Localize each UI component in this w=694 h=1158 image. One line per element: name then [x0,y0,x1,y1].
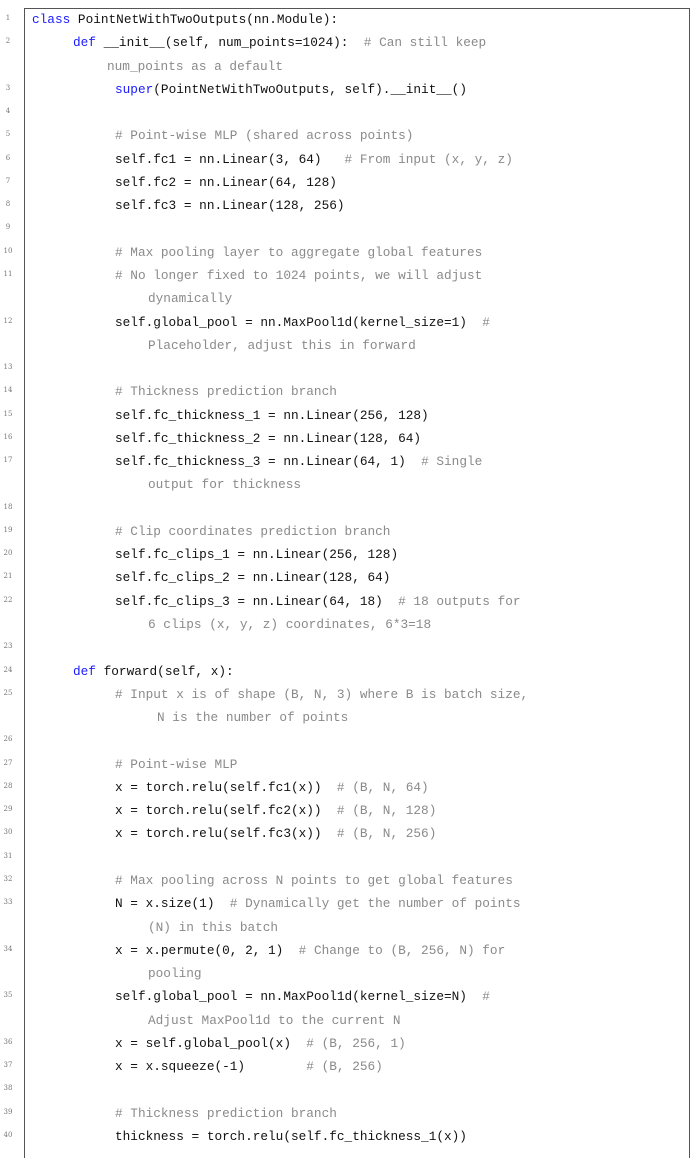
code-line [0,520,694,543]
line-number: 11 [3,269,13,278]
code-line-continuation [0,613,694,636]
code-segment: forward(self, x): [95,663,234,679]
code-text [115,241,482,264]
code-line [0,78,694,101]
code-segment: self.fc_thickness_1 = nn.Linear(256, 128) [115,407,429,423]
code-segment: self.fc_thickness_3 = nn.Linear(64, 1) [115,454,422,470]
code-line [0,101,694,124]
line-number: 40 [3,1130,13,1139]
code-text [115,78,467,101]
code-line-continuation [0,473,694,496]
code-line [0,1055,694,1078]
comment: # Point-wise MLP [115,756,238,772]
code-text [115,776,429,799]
code-text [115,566,390,589]
comment: # Clip coordinates prediction branch [115,523,391,539]
code-segment: self.fc3 = nn.Linear(128, 256) [115,198,345,214]
code-line [0,753,694,776]
line-number: 23 [3,642,13,651]
code-segment: x = torch.relu(self.fc1(x)) [115,779,337,795]
code-text [115,311,490,334]
code-line [0,939,694,962]
comment: # 18 outputs for [398,593,521,609]
comment: # [482,314,490,330]
comment-continuation: dynamically [148,291,233,307]
comment: # Can still keep [363,35,487,51]
code-line [0,148,694,171]
code-line [0,264,694,287]
comment-continuation: Placeholder, adjust this in forward [148,337,416,353]
line-number: 22 [3,595,13,604]
code-text [115,822,436,845]
code-line [0,1102,694,1125]
code-text [115,427,421,450]
line-number: 17 [3,456,13,465]
comment-continuation: output for thickness [148,477,302,493]
line-number: 25 [3,688,13,697]
line-number: 4 [5,107,11,116]
code-line [0,194,694,217]
comment-continuation: N is the number of points [157,710,349,726]
code-line [0,1125,694,1148]
code-segment: (PointNetWithTwoOutputs, self).__init__() [153,81,467,97]
code-text [115,799,436,822]
code-text [115,148,513,171]
line-number: 28 [3,781,13,790]
line-number: 7 [5,176,11,185]
code-text [115,1102,337,1125]
code-segment: N = x.size(1) [115,896,230,912]
code-line [0,380,694,403]
code-segment: x = self.global_pool(x) [115,1035,307,1051]
line-number: 29 [3,805,13,814]
code-text [115,939,505,962]
line-number: 12 [3,316,13,325]
code-segment: self.global_pool = nn.MaxPool1d(kernel_size=N) [115,989,483,1005]
line-number: 32 [3,874,13,883]
line-number: 8 [5,200,11,209]
code-segment: x = x.permute(0, 2, 1) [115,942,299,958]
code-segment: self.fc1 = nn.Linear(3, 64) [115,151,345,167]
code-line-continuation [0,706,694,729]
line-number: 20 [3,549,13,558]
code-text [115,683,528,706]
code-line [0,1032,694,1055]
comment-continuation: num_points as a default [107,58,283,74]
code-line [0,450,694,473]
line-number: 3 [5,83,11,92]
code-line [0,427,694,450]
code-text [115,194,345,217]
code-line-continuation [0,916,694,939]
line-number: 15 [3,409,13,418]
comment: # (B, N, 64) [336,779,429,795]
line-number: 33 [3,898,13,907]
code-line [0,683,694,706]
comment: # Dynamically get the number of points [229,896,521,912]
code-segment: PointNetWithTwoOutputs(nn.Module): [70,12,339,27]
keyword: def [73,35,96,51]
code-text [115,520,390,543]
line-number: 24 [3,665,13,674]
code-text [115,869,513,892]
comment: # From input (x, y, z) [344,151,513,167]
code-text [115,1032,406,1055]
code-segment: self.fc2 = nn.Linear(64, 128) [115,174,337,190]
line-number: 35 [3,991,13,1000]
code-line [0,729,694,752]
comment: # Thickness prediction branch [115,1105,337,1121]
code-text [115,1055,383,1078]
code-line [0,217,694,240]
code-text [115,1125,467,1148]
code-segment: __init__(self, num_points=1024): [95,35,364,51]
code-line-continuation [0,55,694,78]
code-line [0,31,694,54]
code-segment: x = x.squeeze(-1) [115,1059,307,1075]
comment: # No longer fixed to 1024 points, we will adjust [115,267,483,283]
line-number: 37 [3,1061,13,1070]
line-number: 14 [3,386,13,395]
comment-continuation: pooling [148,966,202,982]
code-line [0,311,694,334]
code-line [0,590,694,613]
code-text [115,450,482,473]
code-segment: self.fc_clips_1 = nn.Linear(256, 128) [115,547,399,563]
line-number: 26 [3,735,13,744]
code-line [0,8,694,31]
code-line [0,799,694,822]
comment: # Thickness prediction branch [115,384,337,400]
line-number: 2 [5,37,11,46]
code-line [0,636,694,659]
code-text [115,404,429,427]
comment-continuation: (N) in this batch [148,919,279,935]
comment: # [482,989,490,1005]
code-line [0,776,694,799]
code-line [0,357,694,380]
code-segment: self.global_pool = nn.MaxPool1d(kernel_size=1) [115,314,483,330]
line-number: 34 [3,944,13,953]
code-line-continuation [0,962,694,985]
comment: # Input x is of shape (B, N, 3) where B is batch size, [115,686,529,702]
code-line [0,660,694,683]
keyword: super [115,81,154,97]
line-number: 9 [5,223,11,232]
code-line-continuation [0,287,694,310]
line-number: 39 [3,1107,13,1116]
code-line [0,869,694,892]
code-text [115,264,482,287]
line-number: 31 [3,851,13,860]
comment: # Change to (B, 256, N) for [298,942,506,958]
line-number: 30 [3,828,13,837]
comment-continuation: Adjust MaxPool1d to the current N [148,1012,401,1028]
line-number: 10 [3,246,13,255]
code-text [115,380,337,403]
code-segment: self.fc_clips_2 = nn.Linear(128, 64) [115,570,391,586]
code-line [0,404,694,427]
code-text [115,892,521,915]
comment-continuation: 6 clips (x, y, z) coordinates, 6*3=18 [148,617,432,633]
code-text [32,8,338,31]
line-number: 19 [3,525,13,534]
comment: # Max pooling layer to aggregate global features [115,244,483,260]
line-number: 16 [3,432,13,441]
code-line-continuation [0,334,694,357]
code-segment: x = torch.relu(self.fc2(x)) [115,803,337,819]
code-segment: self.fc_clips_3 = nn.Linear(64, 18) [115,593,399,609]
code-line [0,566,694,589]
code-text [115,590,521,613]
line-number: 27 [3,758,13,767]
line-number: 5 [5,130,11,139]
code-text [115,753,237,776]
comment: # Max pooling across N points to get global features [115,872,513,888]
comment: # (B, N, 128) [336,803,437,819]
code-line [0,822,694,845]
code-text [115,985,490,1008]
line-number: 1 [5,14,11,22]
comment: # Point-wise MLP (shared across points) [115,128,414,144]
line-number: 13 [3,363,13,372]
line-number: 21 [3,572,13,581]
code-line [0,985,694,1008]
code-text [115,543,398,566]
code-segment: x = torch.relu(self.fc3(x)) [115,826,337,842]
code-line [0,892,694,915]
code-line [0,241,694,264]
code-line [0,171,694,194]
keyword: class [32,12,71,27]
code-segment: thickness = torch.relu(self.fc_thickness_1(x)) [115,1128,467,1144]
comment: # (B, 256, 1) [306,1035,406,1051]
line-number: 36 [3,1037,13,1046]
comment: # (B, 256) [306,1059,383,1075]
line-number: 18 [3,502,13,511]
code-line-continuation [0,1009,694,1032]
code-line [0,1078,694,1101]
keyword: def [73,663,96,679]
code-segment: self.fc_thickness_2 = nn.Linear(128, 64) [115,430,422,446]
code-line [0,846,694,869]
comment: # Single [421,454,483,470]
code-text [73,660,234,683]
code-line [0,543,694,566]
code-text [115,124,413,147]
code-line [0,124,694,147]
line-number: 6 [5,153,11,162]
code-line [0,497,694,520]
line-number: 38 [3,1084,13,1093]
code-text [115,171,337,194]
code-text [73,31,486,54]
comment: # (B, N, 256) [336,826,437,842]
